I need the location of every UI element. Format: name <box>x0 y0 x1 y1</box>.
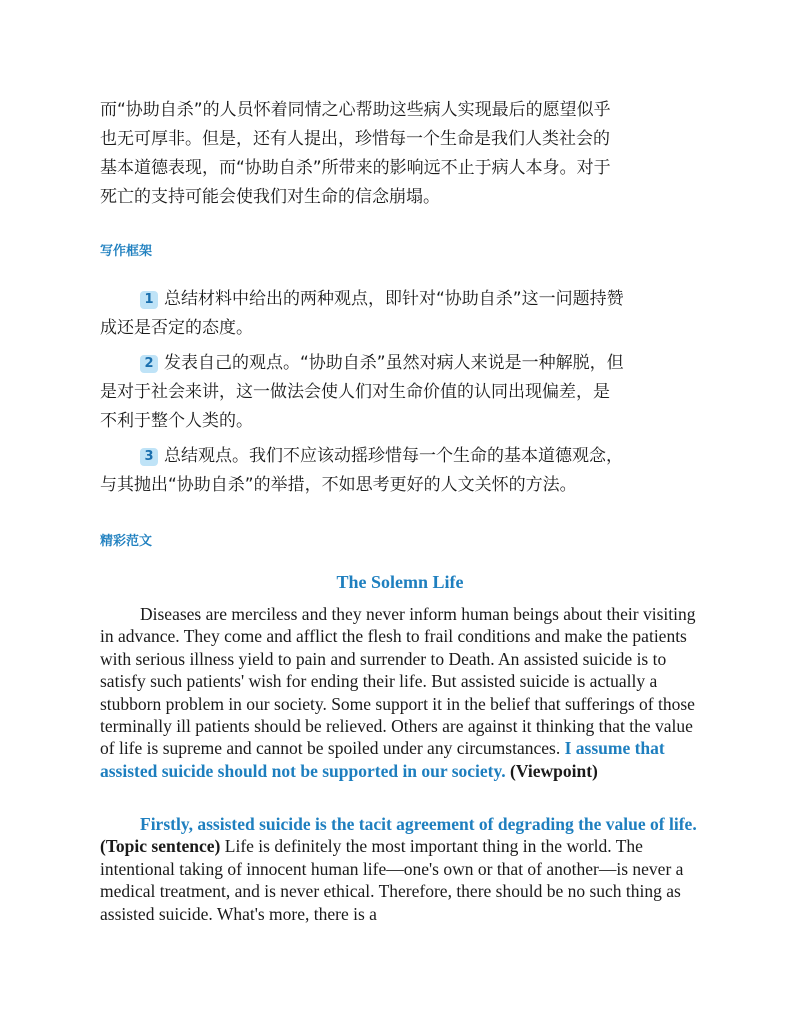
framework-line: 发表自己的观点。“协助自杀”虽然对病人来说是一种解脱，但 <box>164 353 624 373</box>
intro-line: 而“协助自杀”的人员怀着同情之心帮助这些病人实现最后的愿望似乎 <box>100 100 611 120</box>
framework-item-3 <box>100 442 700 500</box>
framework-line: 与其抛出“协助自杀”的举措，不如思考更好的人文关怀的方法。 <box>100 475 577 495</box>
framework-heading: 写作框架 <box>100 244 153 259</box>
intro-line: 死亡的支持可能会使我们对生命的信念崩塌。 <box>100 187 440 207</box>
framework-line: 总结材料中给出的两种观点，即针对“协助自杀”这一问题持赞 <box>164 289 624 309</box>
framework-item-2 <box>100 349 700 436</box>
topic-sentence-tag: (Topic sentence) <box>100 836 221 857</box>
framework-line: 不利于整个人类的。 <box>100 411 253 431</box>
number-badge-1: 1 <box>140 291 158 309</box>
viewpoint-sentence: I assume that assisted suicide should not be supported in our society. <box>100 738 665 781</box>
framework-line: 成还是否定的态度。 <box>100 318 253 338</box>
framework-line: 总结观点。我们不应该动摇珍惜每一个生命的基本道德观念， <box>164 446 623 466</box>
paragraph-text: Life is definitely the most important thing in the world. The intentional taking of innocent human life—one's own or that of another—is never a medical treatment, and is never ethical. Therefore, there should be no such thing as assisted suicide. What's more, there is a <box>100 836 684 924</box>
number-badge-3: 3 <box>140 448 158 466</box>
topic-sentence: Firstly, assisted suicide is the tacit agreement of degrading the value of life. <box>140 814 697 834</box>
framework-item-1 <box>100 285 700 343</box>
intro-paragraph <box>100 96 700 212</box>
intro-line: 基本道德表现，而“协助自杀”所带来的影响远不止于病人本身。对于 <box>100 158 611 178</box>
essay-title: The Solemn Life <box>336 572 464 592</box>
viewpoint-tag: (Viewpoint) <box>505 760 598 781</box>
essay-paragraph-1 <box>100 603 700 782</box>
number-badge-2: 2 <box>140 355 158 373</box>
sample-essay-heading: 精彩范文 <box>100 534 153 549</box>
framework-line: 是对于社会来讲，这一做法会使人们对生命价值的认同出现偏差，是 <box>100 382 610 402</box>
paragraph-text: Diseases are merciless and they never inform human beings about their visiting in advance. They come and afflict the flesh to frail conditions and make the patients with serious illness yield to pain and surrender to Death. An assisted suicide is to satisfy such patients' wish for ending their life. But assisted suicide is actually a stubborn problem in our society. Some support it in the belief that sufferings of those terminally ill patients should be relieved. Others are against it thinking that the value of life is supreme and cannot be spoiled under any circumstances. <box>100 604 696 759</box>
intro-line: 也无可厚非。但是，还有人提出，珍惜每一个生命是我们人类社会的 <box>100 129 610 149</box>
essay-paragraph-2 <box>100 813 700 925</box>
